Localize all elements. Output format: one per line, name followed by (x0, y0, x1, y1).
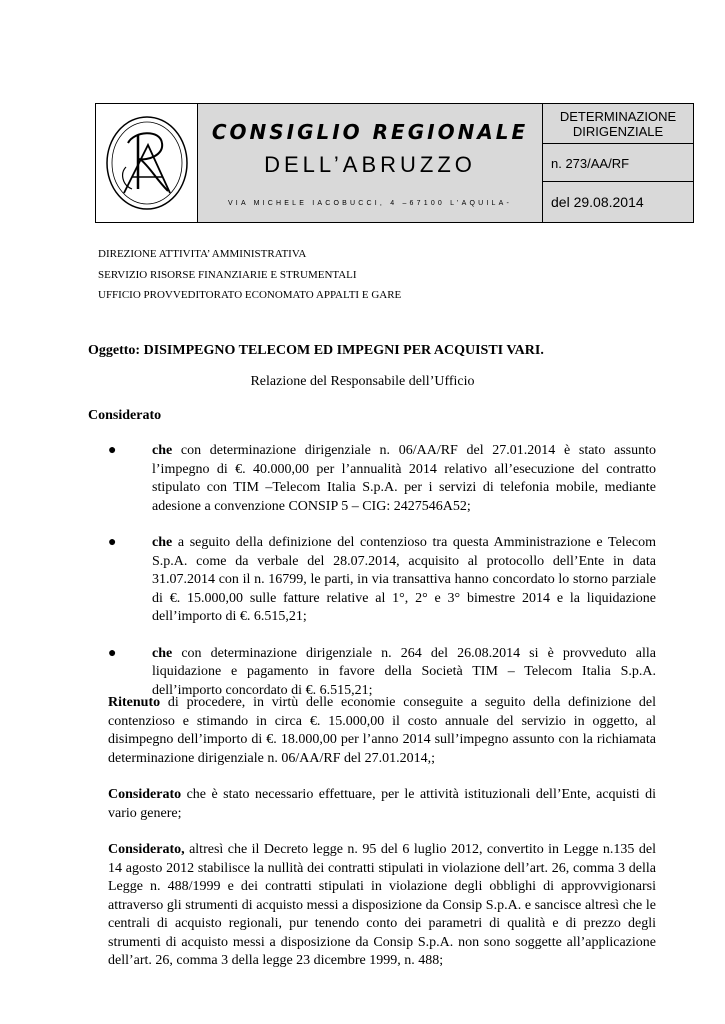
item-text: con determinazione dirigenziale n. 06/AA/RF del 27.01.2014 è stato assunto l’impegno di €. 40.000,00 per l’annualità 2014 relativo all’esecuzione del contratto stipulato con TIM –Telecom Italia S.p.A. per i servizi di telefonia mobile, mediante adesione a convenzione CONSIP 5 – CIG: 2427546A52; (152, 443, 656, 514)
organization-name: CONSIGLIO REGIONALE (211, 120, 529, 144)
paragraph-lead: Ritenuto (108, 695, 161, 710)
document-type (543, 104, 693, 144)
department-line-1: DIREZIONE ATTIVITA’ AMMINISTRATIVA (98, 248, 307, 260)
report-title: Relazione del Responsabile dell’Ufficio (250, 374, 475, 389)
paragraph-considerato-altresi (108, 841, 656, 971)
title-cell (198, 104, 543, 222)
item-lead: che (152, 645, 173, 661)
document-header (95, 103, 694, 223)
item-lead: che (152, 443, 173, 458)
organization-address: VIA MICHELE IACOBUCCI, 4 –67100 L’AQUILA- (227, 200, 513, 207)
item-text: a seguito della definizione del contenzioso tra questa Amministrazione e Telecom S.p.A. come da verbale del 28.07.2014, acquisito al protocollo dell’Ente in data 31.07.2014 con il n. 16799, le parti, in via transattiva hanno concordato lo storno parziale di €. 15.000,00 sulle fatture relative al 1°, 2° e 3° bimestre 2014 e la liquidazione dell’importo di €. 6.515,21; (152, 535, 656, 624)
considerations-list (108, 442, 656, 718)
organization-region: DELL’ABRUZZO (264, 152, 476, 177)
document-meta (543, 104, 693, 222)
document-number: n. 273/AA/RF (543, 144, 693, 182)
logo-cell (96, 104, 198, 222)
bullet-icon: ● (108, 443, 117, 458)
document-type-line2: DIRIGENZIALE (572, 124, 664, 139)
list-item (108, 645, 656, 701)
department-block (98, 244, 401, 306)
subject-line: Oggetto: DISIMPEGNO TELECOM ED IMPEGNI PER ACQUISTI VARI. (88, 343, 544, 358)
paragraph-considerato (108, 786, 656, 823)
paragraph-text: altresì che il Decreto legge n. 95 del 6 luglio 2012, convertito in Legge n.135 del 14 agosto 2012 stabilisce la nullità dei contratti stipulati in violazione dell’art. 26, comma 3 della Legge n. 488/1999 e dei contratti stipulati in violazione degli obblighi di approvvigionarsi attraverso gli strumenti di acquisto messi a disposizione da Consip S.p.A. e sancisce altresì che le centrali di acquisto regionali, pur tenendo conto dei parametri di qualità e di prezzo degli strumenti di acquisto messi a disposizione da Consip S.p.A. non sono soggette all’applicazione dell’art. 26, comma 3 della legge 23 dicembre 1999, n. 488; (108, 842, 656, 968)
document-date: del 29.08.2014 (551, 194, 644, 210)
paragraph-text: di procedere, in virtù delle economie conseguite a seguito della definizione del contenzioso e stimando in circa €. 15.000,00 il costo annuale del servizio in oggetto, al disimpegno dell’importo di €. 18.000,00 per l’anno 2014 sull’impegno assunto con la richiamata determinazione dirigenziale n. 06/AA/RF del 27.01.2014,; (108, 695, 656, 766)
paragraph-ritenuto (108, 694, 656, 768)
item-text: con determinazione dirigenziale n. 264 del 26.08.2014 si è provveduto alla liquidazione e pagamento in favore della Società TIM – Telecom Italia S.p.A. dell’importo concordato di €. 6.515,21; (152, 645, 656, 698)
bullet-icon: ● (108, 535, 117, 550)
department-line-2: SERVIZIO RISORSE FINANZIARIE E STRUMENTALI (98, 268, 357, 281)
paragraph-lead: Considerato (108, 787, 182, 802)
paragraph-lead: Considerato, (108, 842, 185, 857)
bullet-icon: ● (108, 645, 117, 661)
item-lead: che (152, 535, 173, 550)
paragraph-text: che è stato necessario effettuare, per le attività istituzionali dell’Ente, acquisti di vario genere; (108, 787, 656, 821)
document-type-line1: DETERMINAZIONE (559, 109, 677, 124)
regional-council-logo (104, 113, 190, 213)
considerato-heading: Considerato (88, 408, 162, 423)
list-item (108, 442, 656, 516)
department-line-3: UFFICIO PROVVEDITORATO ECONOMATO APPALTI E GARE (98, 289, 402, 301)
body-paragraphs (108, 694, 656, 989)
list-item (108, 534, 656, 627)
